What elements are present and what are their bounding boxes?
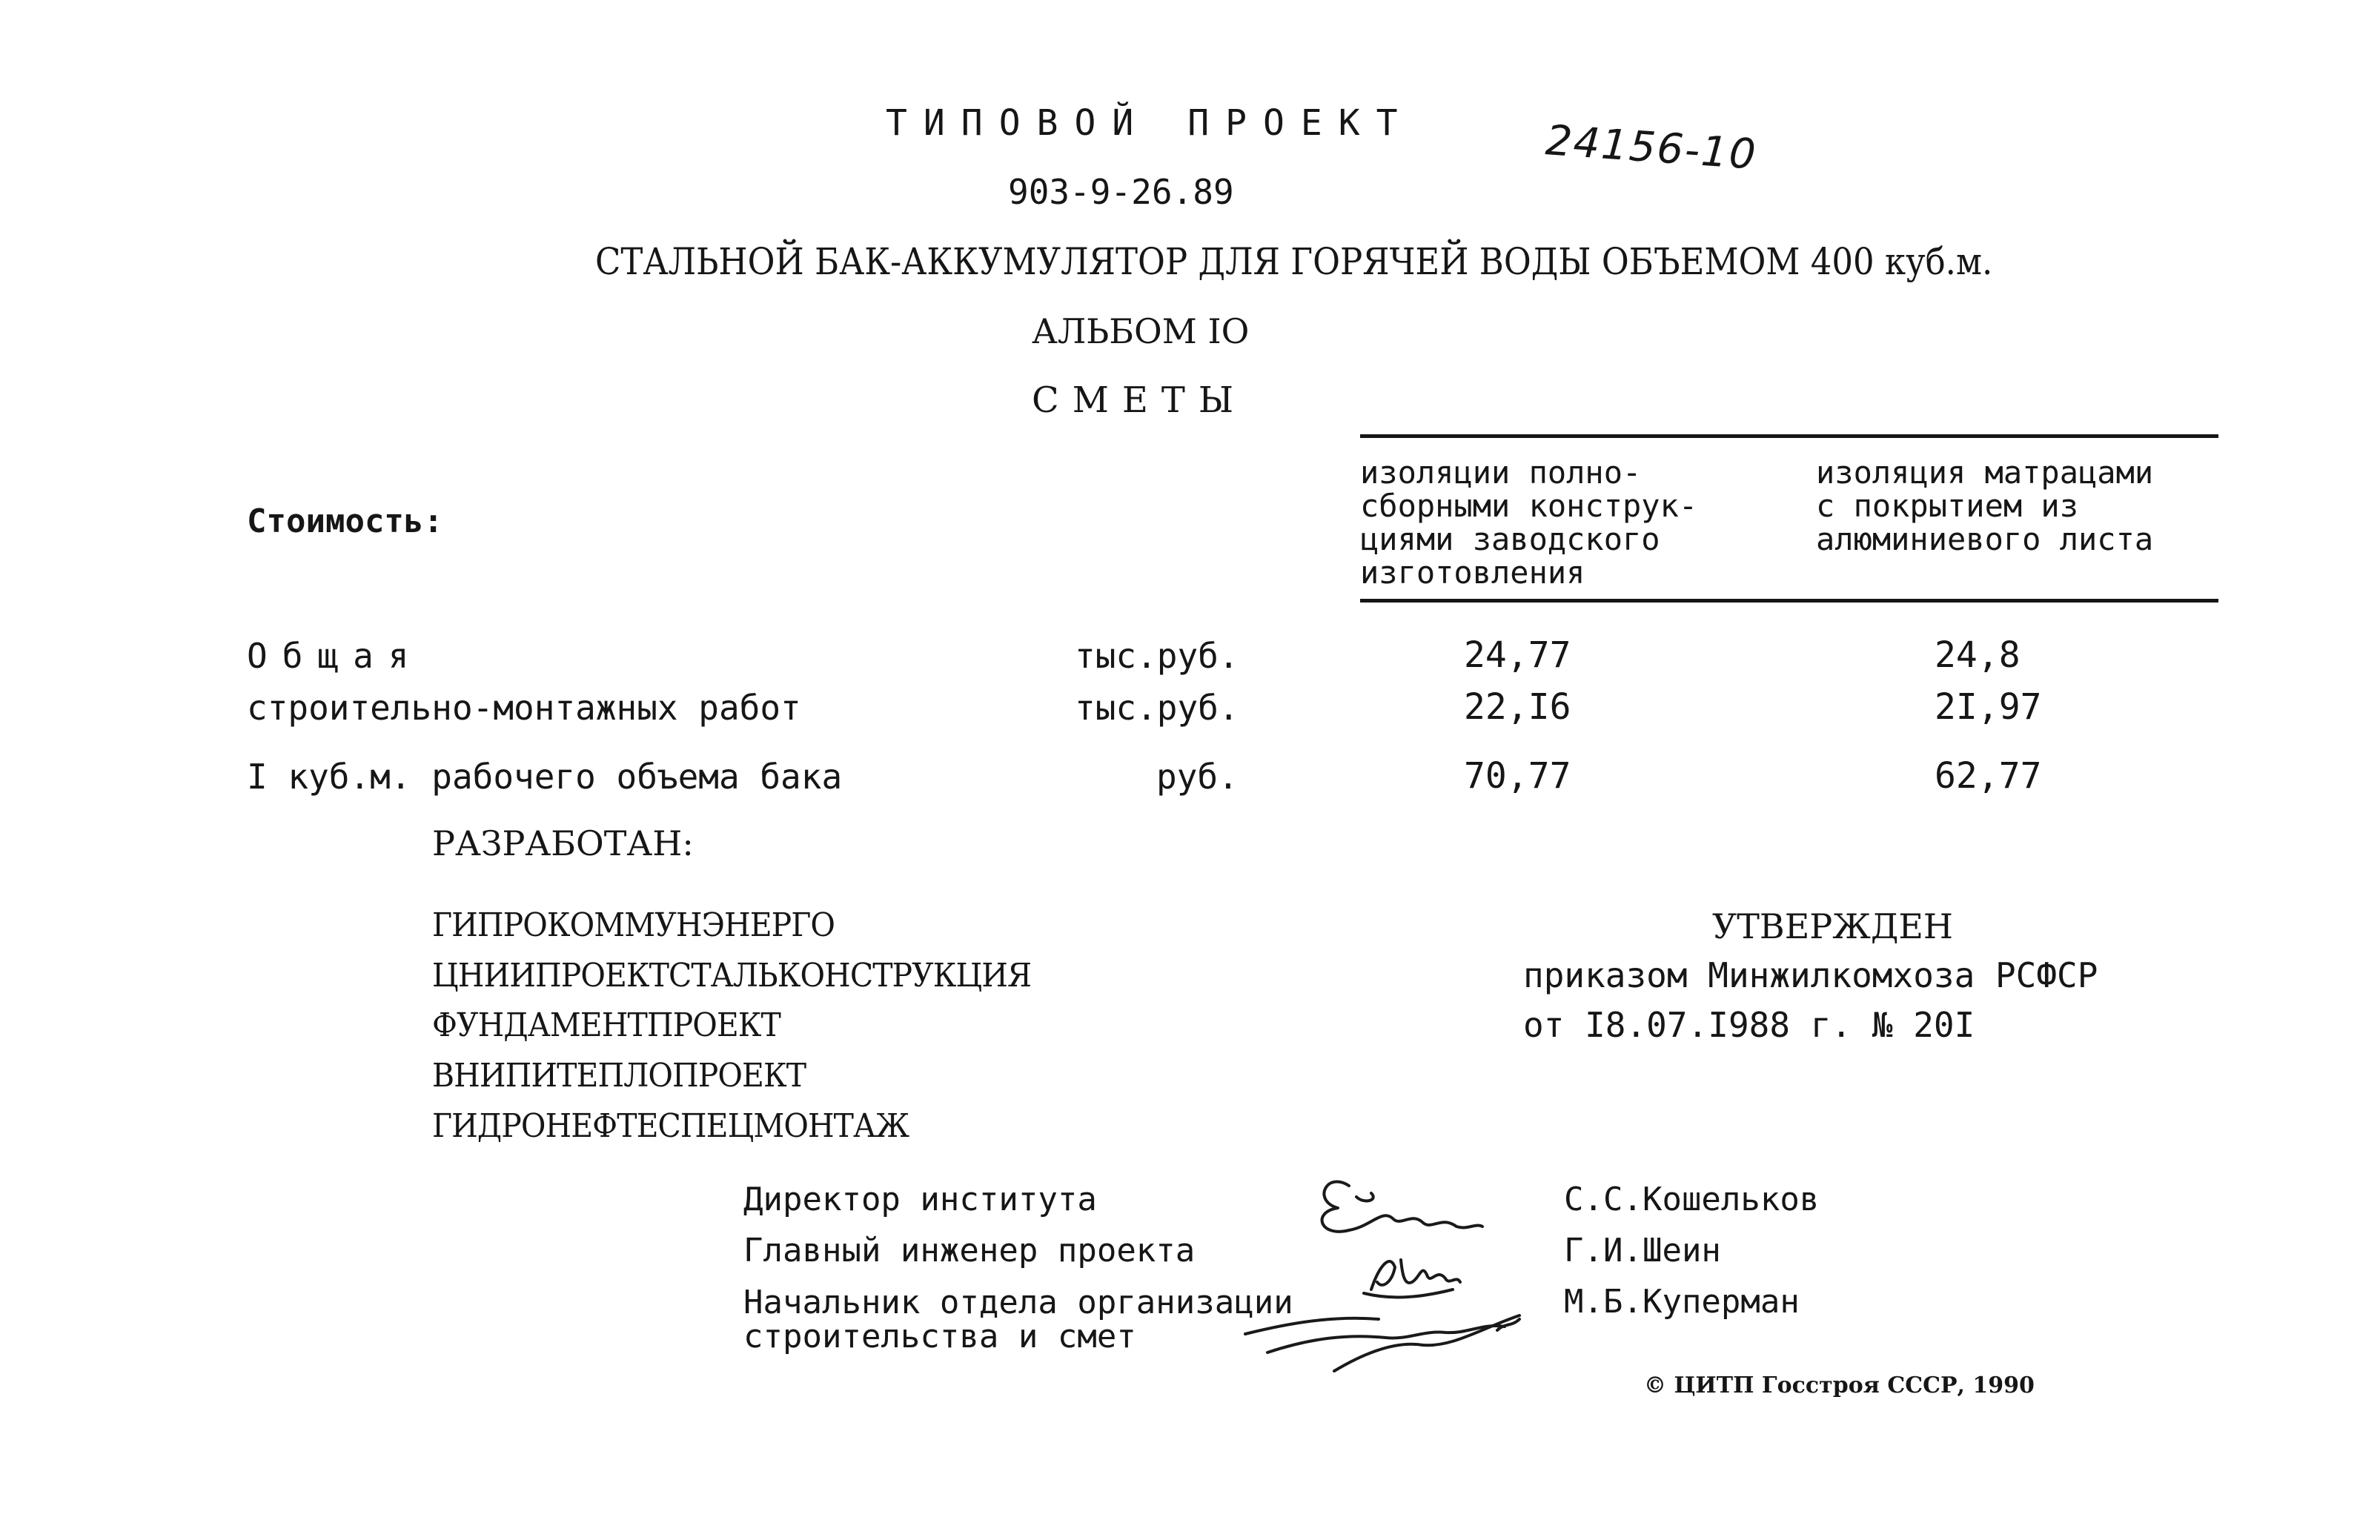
approved-label: УТВЕРЖДЕН [1712,906,1954,946]
row-value-per-cubic-meter-prefab: 70,77 [1464,755,1571,797]
column-header-mattress-insulation: изоляция матрацами с покрытием из алюминиевого листа [1816,454,2154,557]
table-header-bottom-rule [1360,599,2218,603]
copyright-notice: © ЦИТП Госстроя СССР, 1990 [1644,1373,2035,1398]
row-value-construction-mattress: 2I,97 [1935,686,2042,728]
developer-organization: ГИДРОНЕФТЕСПЕЦМОНТАЖ [432,1107,909,1145]
approval-date: от I8.07.I988 г. № 20I [1523,1005,1975,1045]
developer-organization: ЦНИИПРОЕКТСТАЛЬКОНСТРУКЦИЯ [432,957,1032,995]
signatory-name-director: С.С.Кошельков [1564,1181,1820,1218]
signature-director [1322,1181,1482,1231]
row-label-per-cubic-meter: I куб.м. рабочего объема бака [247,757,843,797]
developer-organization: ФУНДАМЕНТПРОЕКТ [432,1006,780,1044]
signatory-title-department-head: Начальник отдела организации строительства и смет [743,1284,1293,1355]
row-unit-total: тыс.руб. [1075,636,1239,676]
row-value-total-mattress: 24,8 [1935,634,2021,676]
row-unit-construction: тыс.руб. [1075,688,1239,728]
row-value-construction-prefab: 22,I6 [1464,686,1571,728]
row-label-construction: строительно-монтажных работ [247,688,801,728]
project-subject: СТАЛЬНОЙ БАК-АККУМУЛЯТОР ДЛЯ ГОРЯЧЕЙ ВОДЫ ОБЪЕМОМ 400 куб.м. [595,240,1993,283]
developed-by-label: РАЗРАБОТАН: [432,823,694,863]
section-title: СМЕТЫ [1032,379,1247,421]
signatory-name-department-head: М.Б.Куперман [1564,1283,1800,1321]
project-number: 903-9-26.89 [1008,172,1234,212]
document-type-title: ТИПОВОЙ ПРОЕКТ [886,102,1414,144]
signatory-name-chief-engineer: Г.И.Шеин [1564,1232,1721,1269]
signature-chief-engineer [1371,1260,1460,1290]
developer-organization: ВНИПИТЕПЛОПРОЕКТ [432,1057,806,1095]
signature-department-head [1245,1315,1519,1371]
row-value-per-cubic-meter-mattress: 62,77 [1935,755,2042,797]
row-label-total: Общая [247,636,424,676]
signatory-title-director: Директор института [743,1181,1097,1218]
row-unit-per-cubic-meter: руб. [1156,757,1239,797]
developer-organization: ГИПРОКОММУНЭНЕРГО [432,906,835,944]
album-label: АЛЬБОМ IO [1032,311,1250,351]
table-header-top-rule [1360,434,2218,438]
cost-label: Стоимость: [247,502,443,540]
approval-order: приказом Минжилкомхоза РСФСР [1523,955,2098,995]
column-header-prefab-insulation: изоляции полно- сборными конструк- циями заводского изготовления [1360,454,1698,591]
handwritten-signatures [1201,1156,1616,1393]
handwritten-registration-number: 24156-10 [1544,116,1759,179]
signatory-title-chief-engineer: Главный инженер проекта [743,1232,1196,1269]
row-value-total-prefab: 24,77 [1464,634,1571,676]
